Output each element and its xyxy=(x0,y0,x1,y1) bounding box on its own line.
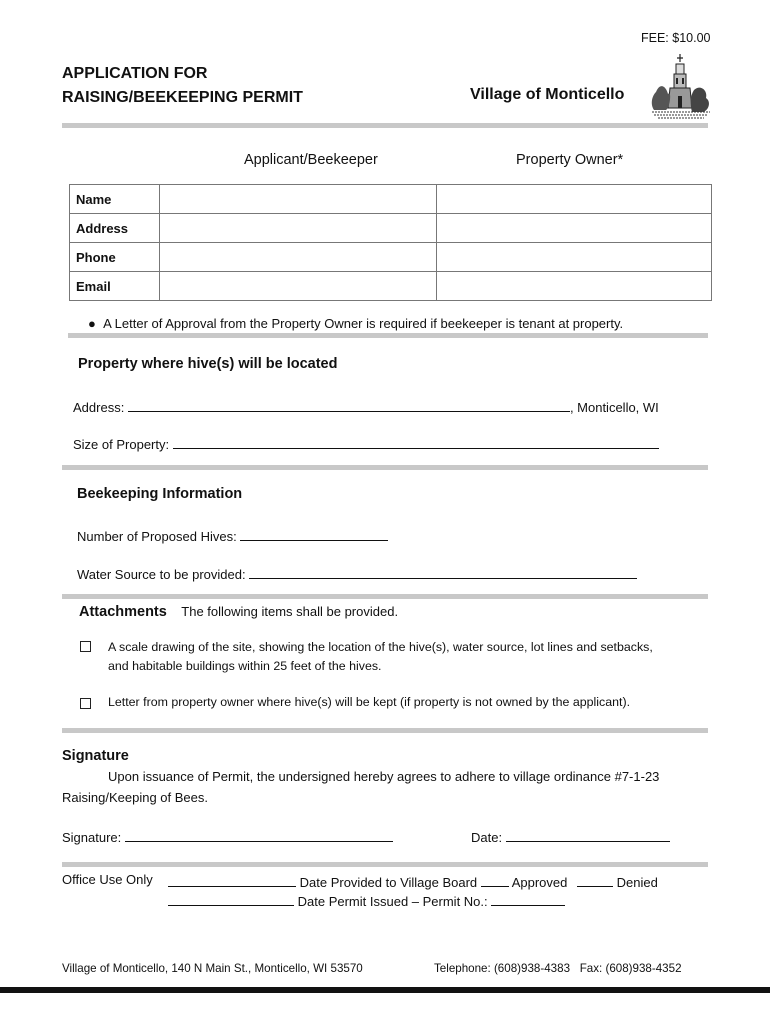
owner-phone-field[interactable] xyxy=(437,243,712,272)
bullet-icon: ● xyxy=(88,316,96,331)
applicant-table xyxy=(69,184,712,301)
hives-row xyxy=(77,526,388,544)
date-label: Date: xyxy=(471,830,503,845)
signature-row xyxy=(62,827,393,845)
form-title-line1: APPLICATION FOR xyxy=(62,65,208,82)
applicant-phone-field[interactable] xyxy=(160,243,437,272)
permit-number-field[interactable] xyxy=(491,891,565,906)
table-row xyxy=(70,214,712,243)
date-field[interactable] xyxy=(506,827,670,842)
attachments-header xyxy=(79,603,398,621)
office-row-2 xyxy=(168,891,565,909)
form-title-line2: RAISING/BEEKEEPING PERMIT xyxy=(62,89,303,106)
fee-label: FEE: $10.00 xyxy=(641,31,711,45)
water-field[interactable] xyxy=(249,564,637,579)
table-row xyxy=(70,243,712,272)
date-issued-label: Date Permit Issued – Permit No.: xyxy=(297,894,488,909)
footer-contact xyxy=(434,962,682,975)
table-row xyxy=(70,272,712,301)
village-name: Village of Monticello xyxy=(470,86,625,103)
footer-rule xyxy=(0,987,770,993)
owner-email-field[interactable] xyxy=(437,272,712,301)
applicant-name-field[interactable] xyxy=(160,185,437,214)
applicant-address-field[interactable] xyxy=(160,214,437,243)
approved-field[interactable] xyxy=(481,872,509,887)
beekeeping-heading: Beekeeping Information xyxy=(77,486,243,502)
section-divider xyxy=(62,594,708,599)
owner-address-field[interactable] xyxy=(437,214,712,243)
approved-label: Approved xyxy=(511,875,568,890)
header-divider xyxy=(62,123,708,128)
row-label-name: Name xyxy=(70,185,160,214)
date-provided-label: Date Provided to Village Board xyxy=(299,875,478,890)
section-divider xyxy=(62,862,708,867)
property-address-label: Address: xyxy=(73,400,125,415)
attachment-checkbox-1[interactable] xyxy=(80,641,91,652)
hives-label: Number of Proposed Hives: xyxy=(77,529,237,544)
row-label-phone: Phone xyxy=(70,243,160,272)
section-divider xyxy=(62,728,708,733)
table-row xyxy=(70,185,712,214)
denied-label: Denied xyxy=(616,875,658,890)
attachment-checkbox-2[interactable] xyxy=(80,698,91,709)
hives-field[interactable] xyxy=(240,526,388,541)
water-row xyxy=(77,564,637,582)
property-address-suffix: , Monticello, WI xyxy=(569,400,659,415)
property-heading: Property where hive(s) will be located xyxy=(78,356,338,372)
attachment-item-2: Letter from property owner where hive(s) will be kept (if property is not owned by the applicant). xyxy=(108,695,631,709)
office-row-1 xyxy=(168,872,658,890)
row-label-address: Address xyxy=(70,214,160,243)
property-size-field[interactable] xyxy=(173,434,659,449)
attachment-item-1-line1: A scale drawing of the site, showing the location of the hive(s), water source, lot lines and setbacks, xyxy=(108,640,653,654)
office-use-label: Office Use Only xyxy=(62,872,153,887)
water-label: Water Source to be provided: xyxy=(77,567,246,582)
property-size-row xyxy=(73,434,659,452)
signature-text-line1: Upon issuance of Permit, the undersigned hereby agrees to adhere to village ordinance #7-1-23 xyxy=(108,769,660,784)
applicant-email-field[interactable] xyxy=(160,272,437,301)
signature-label: Signature: xyxy=(62,830,122,845)
col-owner-header: Property Owner* xyxy=(516,152,624,168)
date-row xyxy=(471,827,670,845)
section-divider xyxy=(62,465,708,470)
attachments-intro: The following items shall be provided. xyxy=(181,604,399,619)
approval-note xyxy=(88,316,623,331)
attachment-item-1-line2: and habitable buildings within 25 feet of the hives. xyxy=(108,659,382,673)
date-provided-field[interactable] xyxy=(168,872,296,887)
signature-text-line2: Raising/Keeping of Bees. xyxy=(62,790,208,805)
property-address-row xyxy=(73,397,659,415)
row-label-email: Email xyxy=(70,272,160,301)
approval-note-text: A Letter of Approval from the Property Owner is required if beekeeper is tenant at property. xyxy=(103,316,624,331)
signature-field[interactable] xyxy=(125,827,393,842)
footer-address: Village of Monticello, 140 N Main St., Monticello, WI 53570 xyxy=(62,962,363,975)
footer-fax: Fax: (608)938-4352 xyxy=(579,962,682,975)
village-logo xyxy=(648,52,714,122)
section-divider xyxy=(68,333,708,338)
attachment-item-1 xyxy=(108,638,653,676)
denied-field[interactable] xyxy=(577,872,613,887)
owner-name-field[interactable] xyxy=(437,185,712,214)
date-issued-field[interactable] xyxy=(168,891,294,906)
property-size-label: Size of Property: xyxy=(73,437,170,452)
property-address-field[interactable] xyxy=(128,397,570,412)
col-applicant-header: Applicant/Beekeeper xyxy=(244,152,378,168)
form-title xyxy=(62,62,303,110)
footer-phone: Telephone: (608)938-4383 xyxy=(434,962,571,975)
signature-heading: Signature xyxy=(62,748,129,764)
attachments-heading: Attachments xyxy=(79,604,167,620)
